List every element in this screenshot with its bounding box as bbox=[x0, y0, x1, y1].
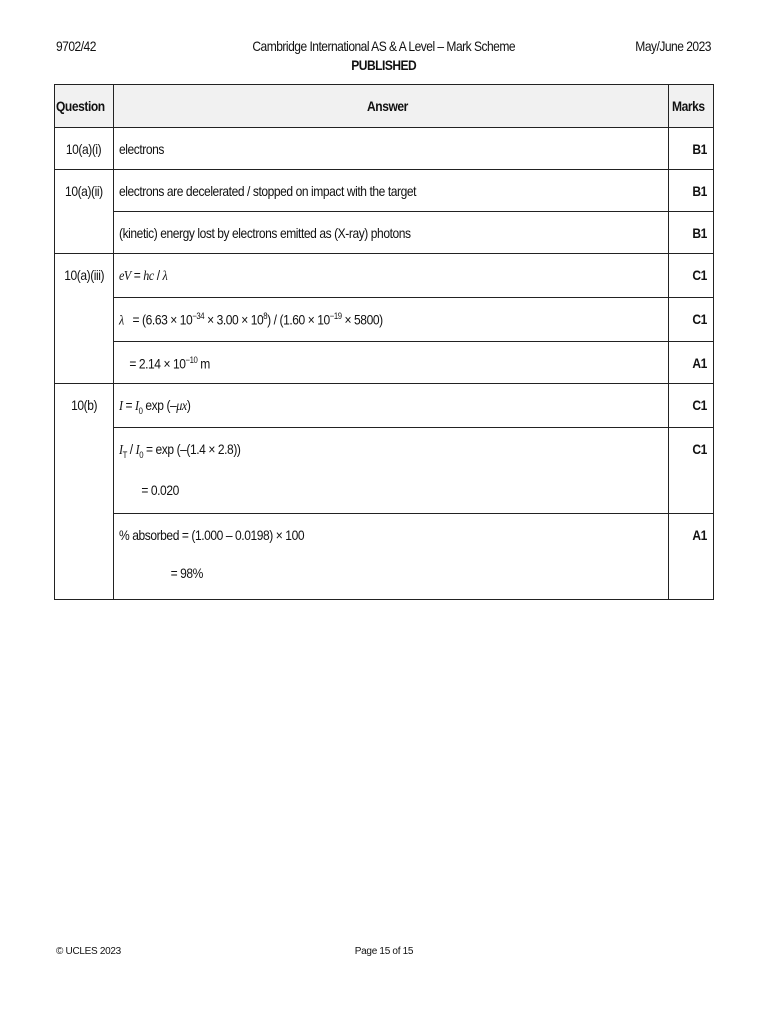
question-number: 10(a)(i) bbox=[55, 128, 114, 170]
column-header-marks: Marks bbox=[669, 85, 714, 128]
mark-code: C1 bbox=[669, 298, 714, 342]
column-header-answer: Answer bbox=[114, 85, 669, 128]
mark-code: B1 bbox=[669, 212, 714, 254]
table-row bbox=[55, 342, 714, 384]
mark-scheme-table bbox=[54, 84, 714, 600]
copyright-notice: © UCLES 2023 bbox=[56, 946, 121, 957]
mark-code: B1 bbox=[669, 128, 714, 170]
answer-text: = $2.14 \times 10^{-10}$ m bbox=[114, 342, 669, 384]
table-row bbox=[55, 254, 714, 298]
mark-code: B1 bbox=[669, 170, 714, 212]
exam-session: May/June 2023 bbox=[635, 38, 711, 54]
answer-text: $\lambda = (6.63 \times 10^{-34} \times 3.00 \times 10^8) / (1.60 \times 10^{-19} \times 5800)$ bbox=[114, 298, 669, 342]
column-header-question: Question bbox=[55, 85, 114, 128]
answer-text: $I_T / I_0 = \exp (-(1.4 \times 2.8))$ = 0.020 bbox=[114, 428, 669, 514]
mark-code: A1 bbox=[669, 514, 714, 600]
answer-text: $I = I_0$ exp (–μx) bbox=[114, 384, 669, 428]
table-header-row bbox=[55, 85, 714, 128]
table-row bbox=[55, 428, 714, 514]
answer-text: % absorbed = (1.000 – 0.0198) × 100 = 98% bbox=[114, 514, 669, 600]
paper-code: 9702/42 bbox=[56, 38, 96, 54]
question-number: 10(b) bbox=[55, 384, 114, 600]
question-number: 10(a)(ii) bbox=[55, 170, 114, 254]
table-row bbox=[55, 298, 714, 342]
page-number: Page 15 of 15 bbox=[354, 946, 414, 957]
answer-text: electrons bbox=[114, 128, 669, 170]
mark-code: C1 bbox=[669, 384, 714, 428]
published-label: PUBLISHED bbox=[351, 57, 417, 73]
answer-text: electrons are decelerated / stopped on impact with the target bbox=[114, 170, 669, 212]
answer-text: (kinetic) energy lost by electrons emitted as (X-ray) photons bbox=[114, 212, 669, 254]
answer-text: eV = hc / λ bbox=[114, 254, 669, 298]
table-row bbox=[55, 170, 714, 212]
mark-code: A1 bbox=[669, 342, 714, 384]
table-row bbox=[55, 212, 714, 254]
mark-code: C1 bbox=[669, 254, 714, 298]
mark-code: C1 bbox=[669, 428, 714, 514]
table-row bbox=[55, 514, 714, 600]
question-number: 10(a)(iii) bbox=[55, 254, 114, 384]
document-title: Cambridge International AS & A Level – Mark Scheme bbox=[252, 38, 516, 54]
table-row bbox=[55, 128, 714, 170]
table-row bbox=[55, 384, 714, 428]
